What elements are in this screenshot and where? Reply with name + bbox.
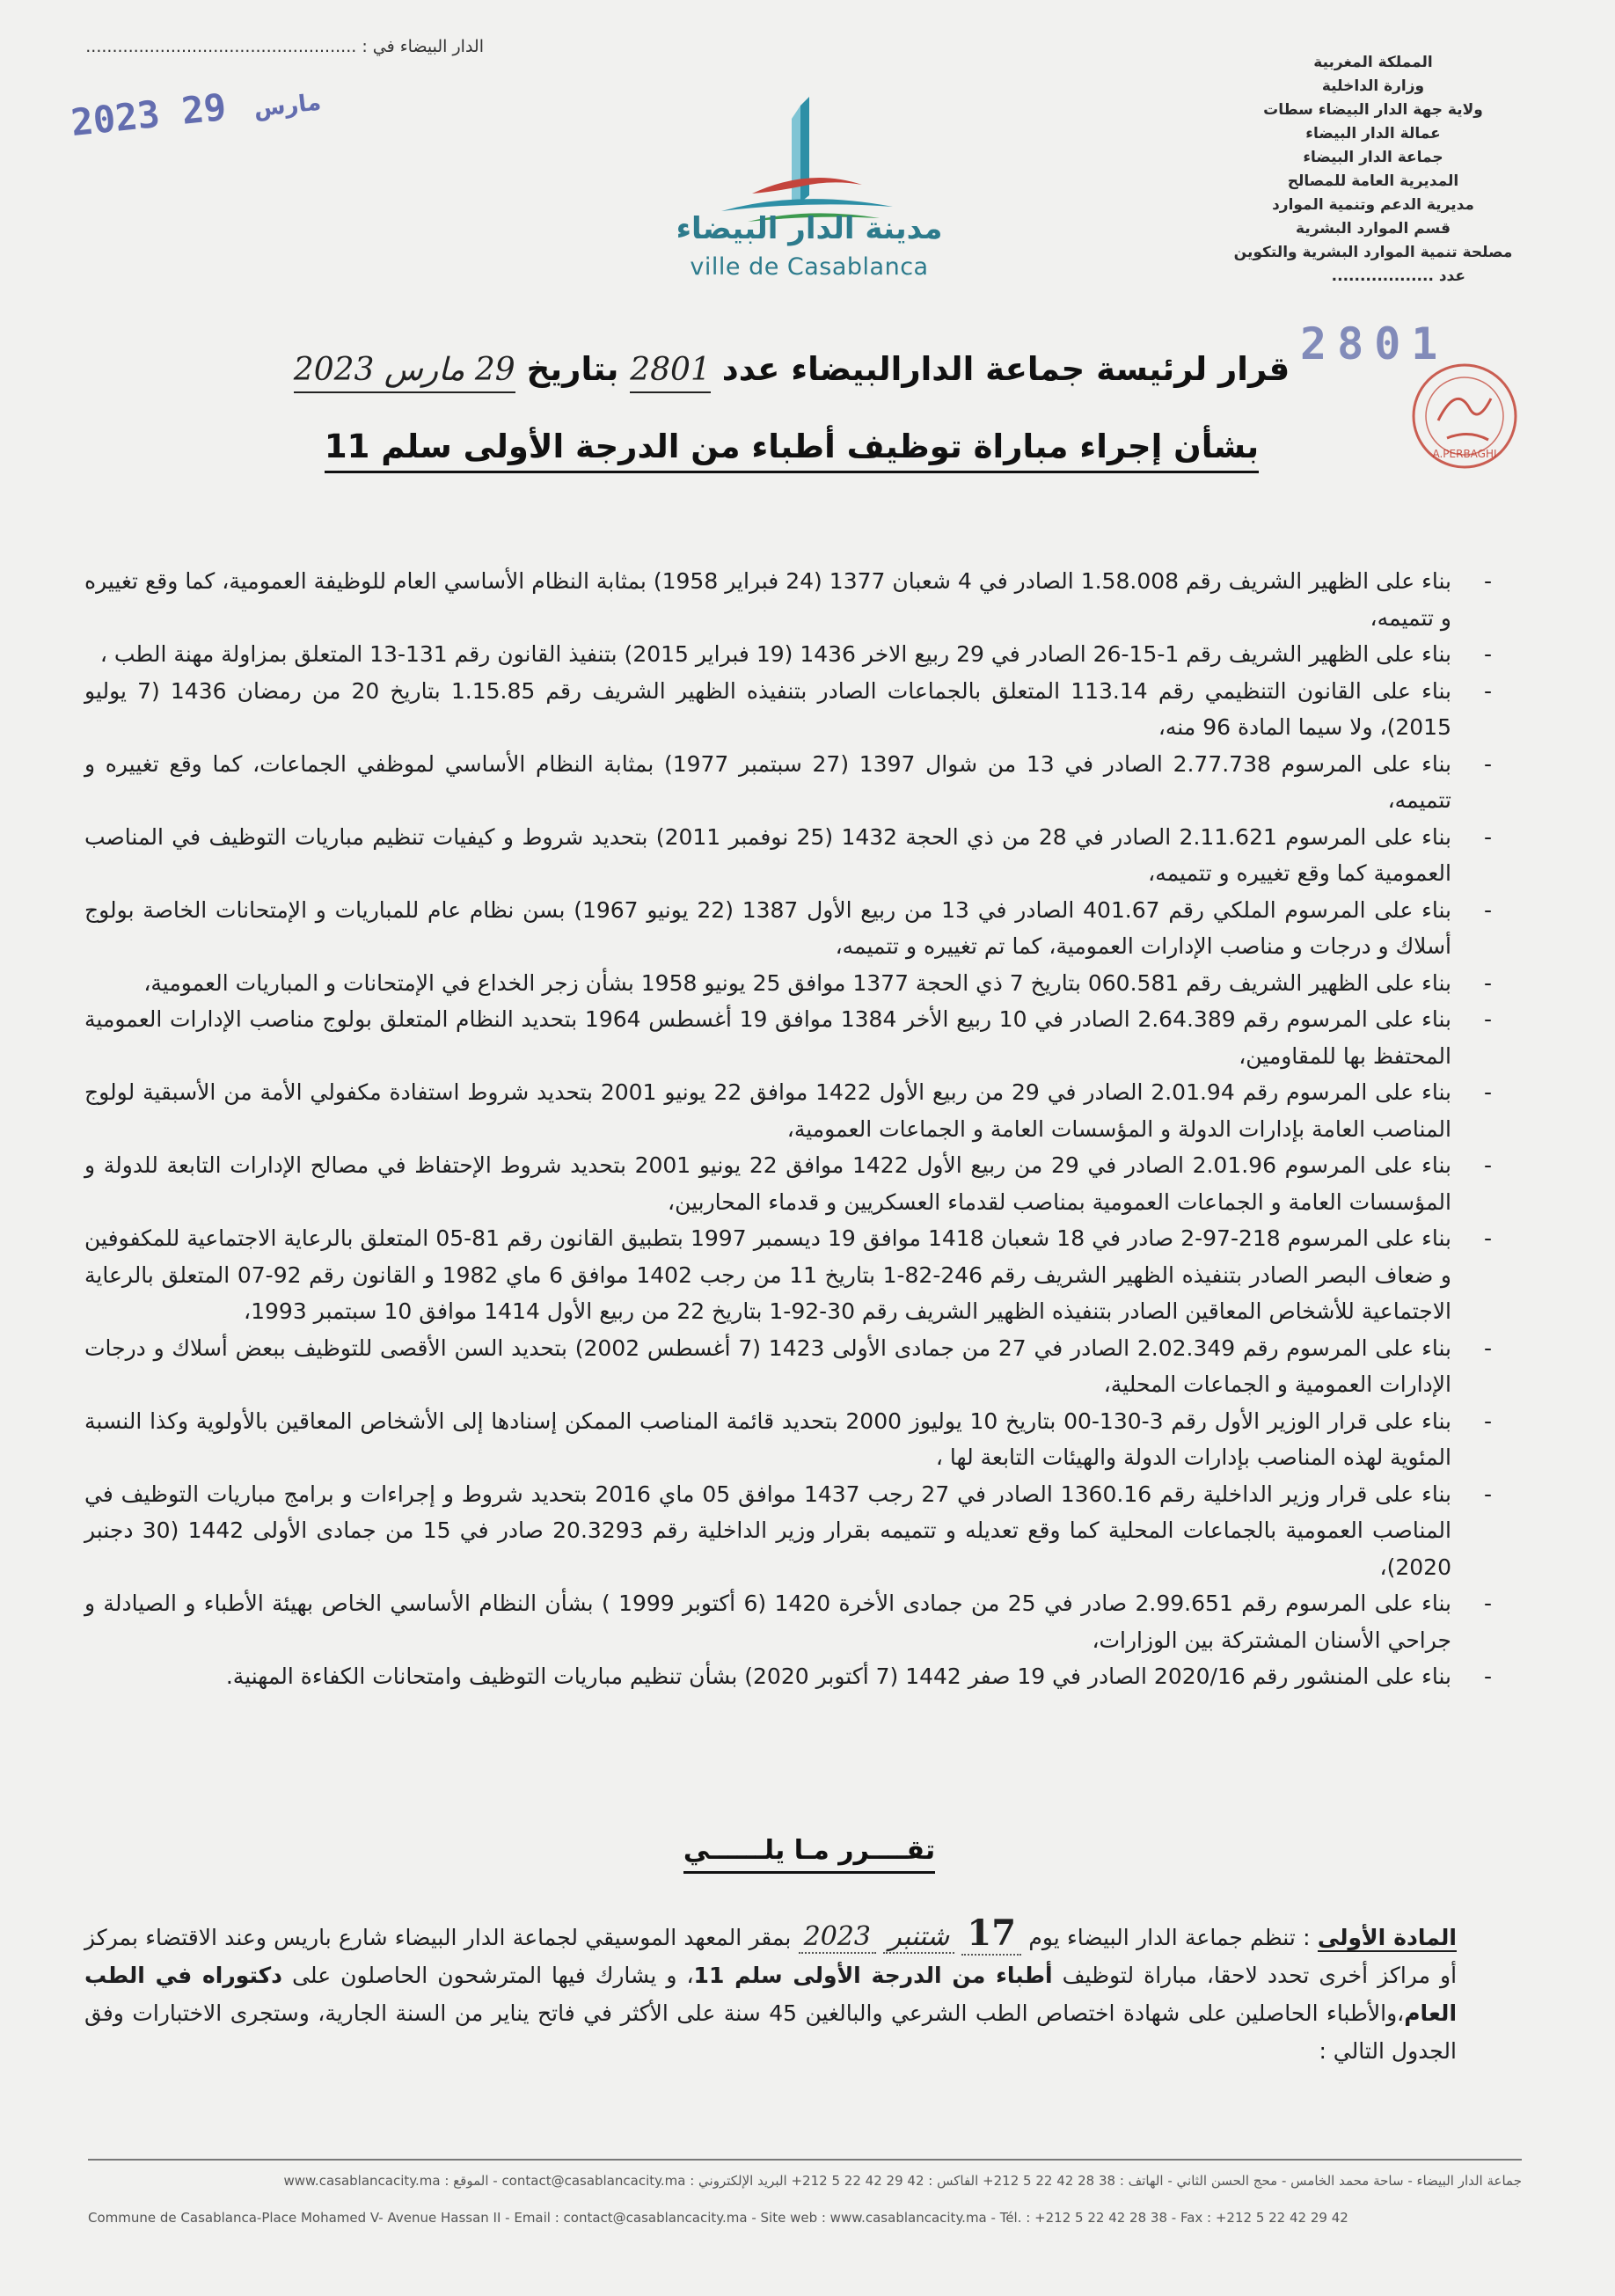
logo-tower-icon <box>800 97 809 202</box>
seal-inner-ring <box>1426 377 1503 455</box>
decree-title <box>264 350 1319 388</box>
logo-french-text: ville de Casablanca <box>690 253 929 281</box>
admin-line: ولاية جهة الدار البيضاء سطات <box>1263 101 1483 119</box>
city-date-label: الدار البيضاء في : <box>362 37 484 56</box>
article-text-d: ،والأطباء الحاصلين على شهادة اختصاص الطب الشرعي والبالغين 45 سنة على الأكثر في فاتح يناير من السنة الجارية، وستجرى الاختبارات وفق الجدول التالي : <box>84 2000 1457 2064</box>
admin-line: المديرية العامة للمصالح <box>1287 172 1459 190</box>
seal-signature-stroke <box>1438 399 1491 440</box>
title-mid: بتاريخ <box>526 350 619 388</box>
article-bold-b: أطباء من الدرجة الأولى سلم 11 <box>693 1963 1053 1988</box>
city-date-line <box>62 37 484 56</box>
list-item: - بناء على المرسوم رقم 2.64.389 الصادر في 10 ربيع الأخر 1384 موافق 19 أغسطس 1964 بتحديد النظام المتعلق بولوج مناصب الإدارات العمومية المحتفظ بها للمقاومين، <box>84 1001 1492 1074</box>
considerations-list <box>84 563 1492 1695</box>
casablanca-logo-icon <box>669 88 950 282</box>
admin-line: جماعة الدار البيضاء <box>1303 149 1443 166</box>
admin-line: قسم الموارد البشرية <box>1296 220 1451 238</box>
article-date-day: 17 <box>961 1912 1021 1956</box>
article-text-b: بمقر المعهد الموسيقي لجماعة الدار البيضاء شارع باريس وعند الاقتضاء بمركز أو مراكز أخرى تحدد لاحقا، مباراة لتوظيف <box>84 1925 1458 1988</box>
logo-teal-wave-icon <box>721 199 893 211</box>
admin-line: المملكة المغربية <box>1313 54 1433 71</box>
date-stamp <box>69 75 328 144</box>
footer-arabic: جماعة الدار البيضاء - ساحة محمد الخامس - محج الحسن الثاني - الهاتف : 38 28 42 22 5 212+ الفاكس : 42 29 42 22 5 212+ البريد الإلكتروني : contact@casablancacity.ma - الموقع : www.casablancacity.ma <box>283 2173 1522 2189</box>
city-date-dots: ................................................... <box>85 37 357 56</box>
logo-arabic-text: مدينة الدار البيضاء <box>676 211 943 246</box>
seal-text: A.PERBAGHI <box>1432 448 1497 460</box>
title-number: 2801 <box>630 352 711 393</box>
signature-seal-icon <box>1407 359 1522 473</box>
article-date-month: شتنبر <box>883 1921 954 1954</box>
footer-french: Commune de Casablanca-Place Mohamed V- Avenue Hassan II - Email : contact@casablancacity.ma - Site web : www.casablancacity.ma - Tél. : +212 5 22 42 28 38 - Fax : +212 5 22 42 29 42 <box>88 2210 1348 2226</box>
admin-line: مديرية الدعم وتنمية الموارد <box>1272 196 1474 214</box>
article-text-c: ، و يشارك فيها المترشحون الحاصلون على <box>292 1963 694 1988</box>
list-item: - بناء على الظهير الشريف رقم 1.58.008 الصادر في 4 شعبان 1377 (24 فبراير 1958) بمثابة النظام الأساسي العام للوظيفة العمومية، كما وقع تغييره و تتميمه، <box>84 563 1492 636</box>
list-item: - بناء على المرسوم 2.01.96 الصادر في 29 من ربيع الأول 1422 موافق 22 يونيو 2001 بتحديد شروط الإحتفاظ في مصالح الإدارات التابعة للدولة و المؤسسات العامة و الجماعات العمومية بمناصب لقدماء العسكريين و قدماء المحاربين، <box>84 1147 1492 1220</box>
list-item: - بناء على المرسوم رقم 2.01.94 الصادر في 29 من ربيع الأول 1422 موافق 22 يونيو 2001 بتحديد شروط استفادة مكفولي الأمة من الأسبقية لولوج المناصب العامة بإدارات الدولة و المؤسسات العامة و الجماعات العمومية، <box>84 1074 1492 1147</box>
decision-heading <box>528 1835 1091 1866</box>
admin-line: وزارة الداخلية <box>1321 77 1425 95</box>
list-item: - بناء على المرسوم 2.77.738 الصادر في 13 من شوال 1397 (27 سبتمبر 1977) بمثابة النظام الأساسي لموظفي الجماعات، كما وقع تغييره و تتميمه، <box>84 746 1492 819</box>
admin-line: مصلحة تنمية الموارد البشرية والتكوين <box>1233 244 1513 261</box>
number-stamp: 2801 <box>1300 318 1449 369</box>
administrative-header <box>1228 51 1518 289</box>
decree-subject <box>264 428 1319 465</box>
article-label: المادة الأولى <box>1317 1925 1457 1950</box>
number-dots: .................. <box>1331 267 1434 285</box>
list-item: - بناء على القانون التنظيمي رقم 113.14 المتعلق بالجماعات الصادر بتنفيذه الظهير الشريف رقم 1.15.85 بتاريخ 20 من رمضان 1436 (7 يوليو 2015)، ولا سيما المادة 96 منه، <box>84 673 1492 746</box>
list-item: - بناء على قرار وزير الداخلية رقم 1360.16 الصادر في 27 رجب 1437 موافق 05 ماي 2016 بتحديد شروط و إجراءات و برامج مباريات التوظيف في المناصب العمومية بالجماعات المحلية كما وقع تعديله و تتميمه بقرار وزير الداخلية رقم 20.3293 صادر في 15 من جمادى الأولى 1442 (30 دجنبر 2020)، <box>84 1476 1492 1586</box>
list-item: - بناء على المرسوم الملكي رقم 401.67 الصادر في 13 من ربيع الأول 1387 (22 يونيو 1967) بسن نظام عام للمباريات و الإمتحانات الخاصة بولوج أسلاك و درجات و مناصب الإدارات العمومية، كما تم تغييره و تتميمه، <box>84 892 1492 965</box>
title-prefix: قرار لرئيسة جماعة الدارالبيضاء عدد <box>721 350 1290 388</box>
list-item: - بناء على المرسوم 218-97-2 صادر في 18 شعبان 1418 موافق 19 ديسمبر 1997 بتطبيق القانون رقم 81-05 المتعلق بالرعاية الاجتماعية للمكفوفين و ضعاف البصر الصادر بتنفيذه الظهير الشريف رقم 246-82-1 بتاريخ 11 من رجب 1402 موافق 6 ماي 1982 و القانون رقم 92-07 المتعلق بالرعاية الاجتماعية للأشخاص المعاقين الصادر بتنفيذه الظهير الشريف رقم 30-92-1 بتاريخ 22 من ربيع الأول 1414 موافق 10 سبتمبر 1993، <box>84 1220 1492 1330</box>
subject-text: بشأن إجراء مباراة توظيف أطباء من الدرجة الأولى سلم 11 <box>325 428 1259 473</box>
article-bold-c: دكتوراه في الطب العام <box>84 1963 1458 2026</box>
list-item: - بناء على المنشور رقم 2020/16 الصادر في 19 صفر 1442 (7 أكتوبر 2020) بشأن تنظيم مباريات التوظيف وامتحانات الكفاءة المهنية. <box>84 1658 1492 1695</box>
article-one <box>84 1914 1457 2070</box>
admin-line: عمالة الدار البيضاء <box>1305 125 1441 143</box>
number-label: عدد <box>1438 267 1465 285</box>
date-stamp-year: 2023 <box>69 91 162 145</box>
number-line <box>1228 265 1518 289</box>
date-stamp-month: مارس <box>252 89 323 123</box>
title-date: 29 مارس 2023 <box>294 352 515 393</box>
list-item: - بناء على المرسوم رقم 2.02.349 الصادر في 27 من جمادى الأولى 1423 (7 أغسطس 2002) بتحديد السن الأقصى للتوظيف ببعض أسلاك و درجات الإدارات العمومية و الجماعات المحلية، <box>84 1330 1492 1403</box>
decision-heading-text: تقــــرر مـا يلــــــي <box>683 1835 935 1874</box>
article-date-year: 2023 <box>799 1921 876 1954</box>
date-stamp-day: 29 <box>179 84 229 133</box>
footer-divider <box>88 2159 1522 2161</box>
logo-tower-shade-icon <box>792 106 800 204</box>
list-item: - بناء على المرسوم رقم 2.99.651 صادر في 25 من جمادى الأخرة 1420 (6 أكتوبر 1999 ) بشأن النظام الأساسي الخاص بهيئة الأطباء و الصيادلة و جراحي الأسنان المشتركة بين الوزارات، <box>84 1585 1492 1658</box>
list-item: - بناء على الظهير الشريف رقم 1-15-26 الصادر في 29 ربيع الاخر 1436 (19 فبراير 2015) بتنفيذ القانون رقم 131-13 المتعلق بمزاولة مهنة الطب ، <box>84 636 1492 673</box>
article-text-a: : تنظم جماعة الدار البيضاء يوم <box>1028 1925 1311 1950</box>
list-item: - بناء على قرار الوزير الأول رقم 3-130-00 بتاريخ 10 يوليوز 2000 بتحديد قائمة المناصب الممكن إسنادها إلى الأشخاص المعاقين بالأولوية وكذا النسبة المئوية لهذه المناصب بإدارات الدولة والهيئات التابعة لها ، <box>84 1403 1492 1476</box>
list-item: - بناء على المرسوم 2.11.621 الصادر في 28 من ذي الحجة 1432 (25 نوفمبر 2011) بتحديد شروط و كيفيات تنظيم مباريات التوظيف في المناصب العمومية كما وقع تغييره و تتميمه، <box>84 819 1492 892</box>
list-item: - بناء على الظهير الشريف رقم 060.581 بتاريخ 7 ذي الحجة 1377 موافق 25 يونيو 1958 بشأن زجر الخداع في الإمتحانات و المباريات العمومية، <box>84 965 1492 1002</box>
